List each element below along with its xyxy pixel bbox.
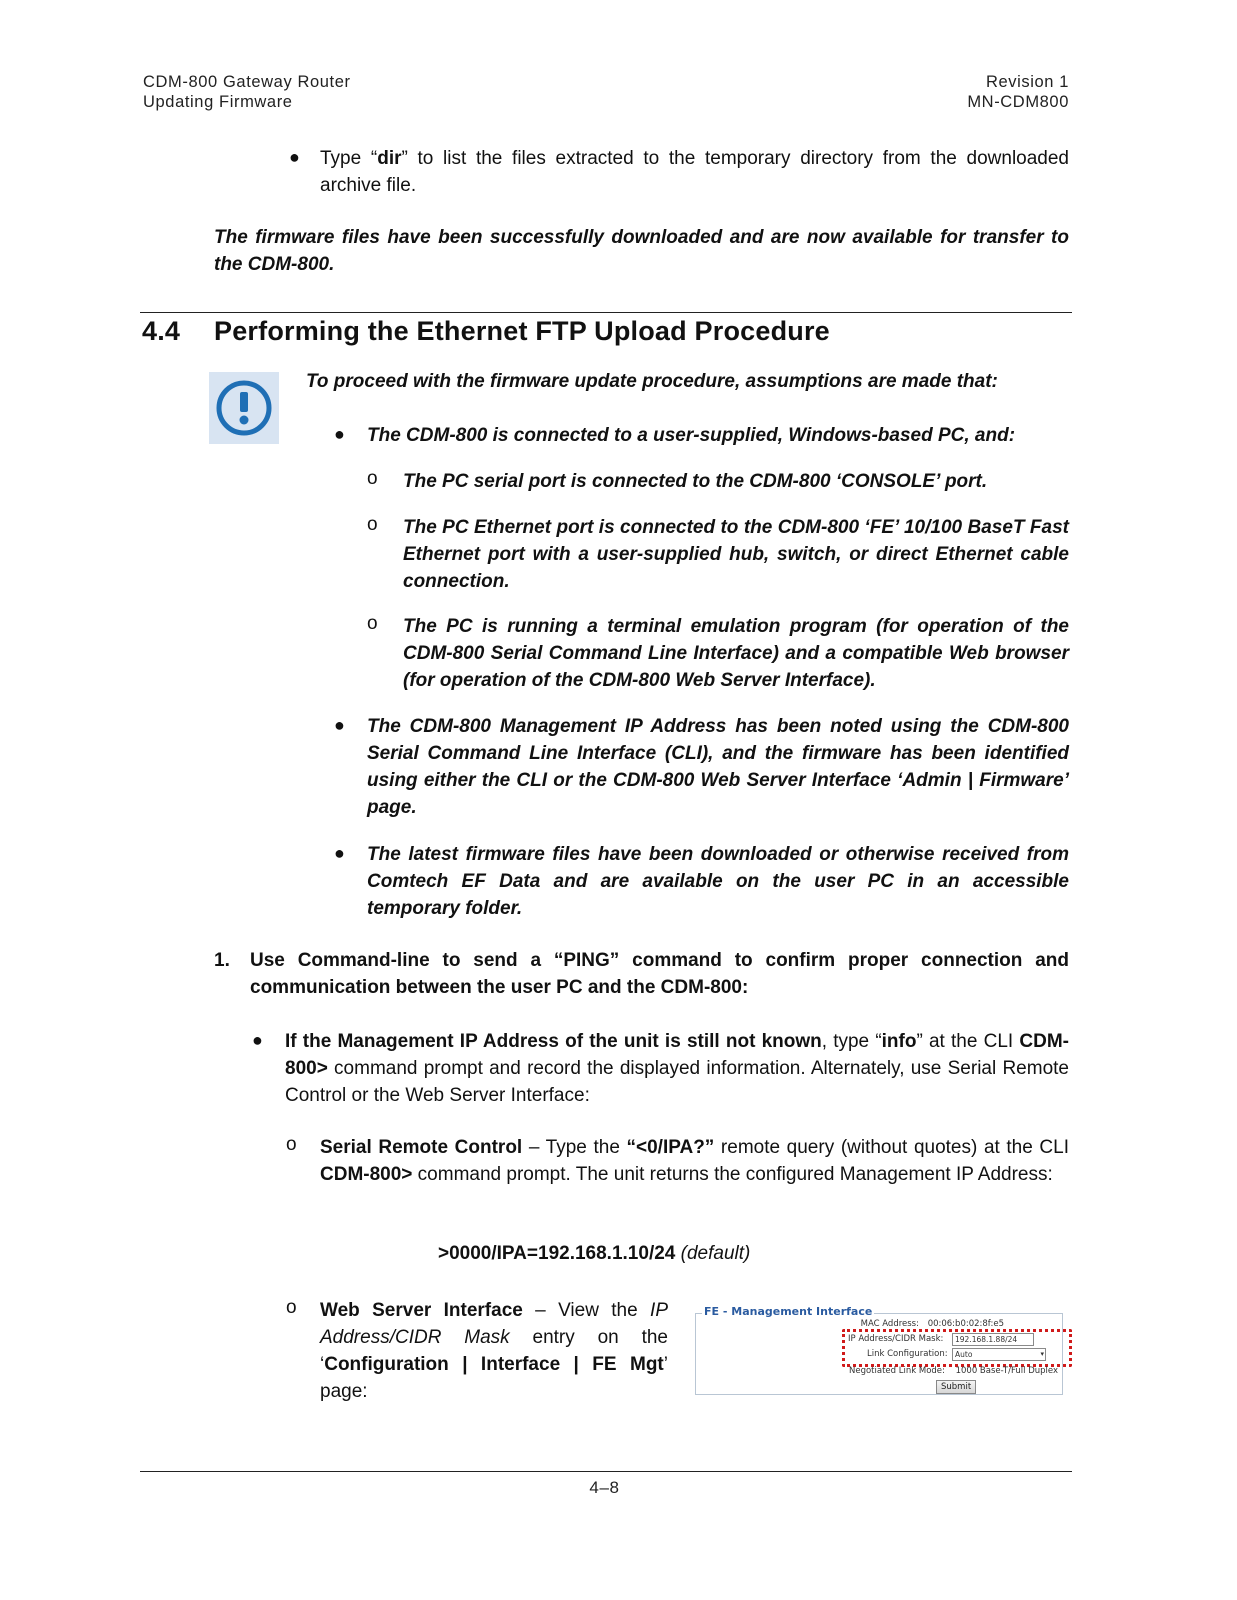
- sub-bullet-marker: o: [286, 1297, 297, 1318]
- header-left: [143, 72, 351, 112]
- notice-sub-2: The PC Ethernet port is connected to the CDM-800 ‘FE’ 10/100 BaseT Fast Ethernet port with a user-supplied hub, switch, or direct Ethernet cable connection.: [403, 517, 1069, 592]
- step-number: 1.: [214, 950, 230, 971]
- chapter-title: Updating Firmware: [143, 93, 293, 111]
- link-config-value: Auto: [955, 1350, 973, 1359]
- text-run: , type “: [821, 1031, 882, 1052]
- cli-prompt: CDM-800>: [320, 1164, 413, 1185]
- text-run: command prompt. The unit returns the configured Management IP Address:: [412, 1164, 1053, 1185]
- text-run: – View the: [522, 1300, 651, 1321]
- web-server-item: [320, 1297, 668, 1405]
- fe-management-panel: [695, 1305, 1063, 1395]
- text-run: Web Server Interface: [320, 1300, 523, 1321]
- sub-bullet-marker: o: [367, 613, 378, 634]
- text-run: remote query (without quotes) at the CLI: [714, 1137, 1069, 1158]
- mac-address-row: [861, 1319, 1004, 1329]
- chevron-down-icon: ▾: [1040, 1350, 1044, 1358]
- negotiated-link-row: [849, 1366, 1058, 1376]
- sub-bullet-marker: o: [367, 514, 378, 535]
- text-run: entry on the ‘: [320, 1327, 668, 1375]
- section-title: Performing the Ethernet FTP Upload Procedure: [214, 316, 830, 346]
- page-number: 4–8: [589, 1478, 620, 1497]
- submit-button[interactable]: Submit: [936, 1380, 976, 1394]
- notice-sub-1: The PC serial port is connected to the CDM-800 ‘CONSOLE’ port.: [403, 471, 988, 492]
- text-run: ” at the CLI: [916, 1031, 1020, 1052]
- text-run: ’ page:: [320, 1354, 668, 1402]
- text-run: >0000/IPA=192.168.1.10/24: [438, 1243, 676, 1264]
- manual-number: MN-CDM800: [967, 93, 1069, 111]
- neg-link-label: Negotiated Link Mode:: [849, 1366, 945, 1376]
- mac-label: MAC Address:: [860, 1319, 919, 1329]
- ip-mask-input[interactable]: 192.168.1.88/24: [952, 1333, 1034, 1346]
- sub-bullet-marker: o: [286, 1134, 297, 1155]
- text-run: Configuration | Interface | FE Mgt: [324, 1354, 664, 1375]
- bullet-marker: ●: [334, 424, 345, 444]
- ip-mask-label: IP Address/CIDR Mask:: [848, 1334, 944, 1344]
- notice-lead: To proceed with the firmware update procedure, assumptions are made that:: [306, 371, 998, 392]
- bullet-marker: ●: [289, 147, 300, 167]
- ipa-response: [438, 1240, 750, 1267]
- text-run: Type “: [320, 148, 378, 169]
- panel-legend: FE - Management Interface: [704, 1305, 873, 1318]
- remote-query: “<0/IPA?”: [626, 1137, 715, 1158]
- link-config-label: Link Configuration:: [867, 1349, 948, 1359]
- text-run: – Type the: [522, 1137, 627, 1158]
- text-run: If the Management IP Address of the unit is still not known: [285, 1031, 822, 1052]
- notice-sub-3: The PC is running a terminal emulation program (for operation of the CDM-800 Serial Command Line Interface) and a compatible Web browser (for operation of the CDM-800 Web Server Interface).: [403, 616, 1069, 691]
- bullet-marker: ●: [334, 843, 345, 863]
- text-run: (default): [675, 1243, 751, 1264]
- serial-remote-item: [320, 1134, 1069, 1188]
- section-rule: [140, 312, 1072, 313]
- revision: Revision 1: [985, 73, 1069, 91]
- intro-bullet-text: [320, 145, 1069, 199]
- highlight-box: [842, 1329, 1072, 1367]
- footer-rule: [140, 1471, 1072, 1472]
- mac-value: 00:06:b0:02:8f:e5: [927, 1319, 1004, 1329]
- step-1-text: Use Command-line to send a “PING” command to confirm proper connection and communication between the user PC and the CDM-800:: [250, 950, 1069, 998]
- text-run: command prompt and record the displayed information. Alternately, use Serial Remote Control or the Web Server Interface:: [285, 1058, 1069, 1106]
- text-run: IP Address/CIDR Mask: [320, 1300, 668, 1348]
- bullet-marker: ●: [334, 715, 345, 735]
- step-1-bullet: [285, 1028, 1069, 1109]
- doc-title: CDM-800 Gateway Router: [143, 73, 351, 91]
- notice-icon-box: [209, 372, 279, 444]
- text-run: ” to list the files extracted to the temporary directory from the downloaded archive file.: [320, 148, 1069, 196]
- bullet-marker: ●: [252, 1030, 263, 1050]
- text-run: Serial Remote Control: [320, 1137, 523, 1158]
- notice-bullet-2: The CDM-800 Management IP Address has been noted using the CDM-800 Serial Command Line Interface (CLI), and the firmware has been identified using either the CLI or the CDM-800 Web Server Interface ‘Admin | Firmware’ page.: [367, 716, 1069, 818]
- cli-prompt: CDM-800>: [285, 1031, 1069, 1079]
- header-right: [967, 72, 1069, 112]
- sub-bullet-marker: o: [367, 468, 378, 489]
- command-info: info: [881, 1031, 917, 1052]
- notice-bullet-1: The CDM-800 is connected to a user-supplied, Windows-based PC, and:: [367, 425, 1016, 446]
- section-number: 4.4: [142, 316, 181, 346]
- notice-bullet-3: The latest firmware files have been downloaded or otherwise received from Comtech EF Data and are available on the user PC in an accessible temporary folder.: [367, 844, 1069, 919]
- success-note: The firmware files have been successfully downloaded and are now available for transfer to the CDM-800.: [214, 227, 1069, 275]
- exclamation-circle-icon: [209, 372, 279, 444]
- neg-link-value: 1000 Base-T/Full Duplex: [955, 1366, 1059, 1376]
- command-dir: dir: [377, 148, 402, 169]
